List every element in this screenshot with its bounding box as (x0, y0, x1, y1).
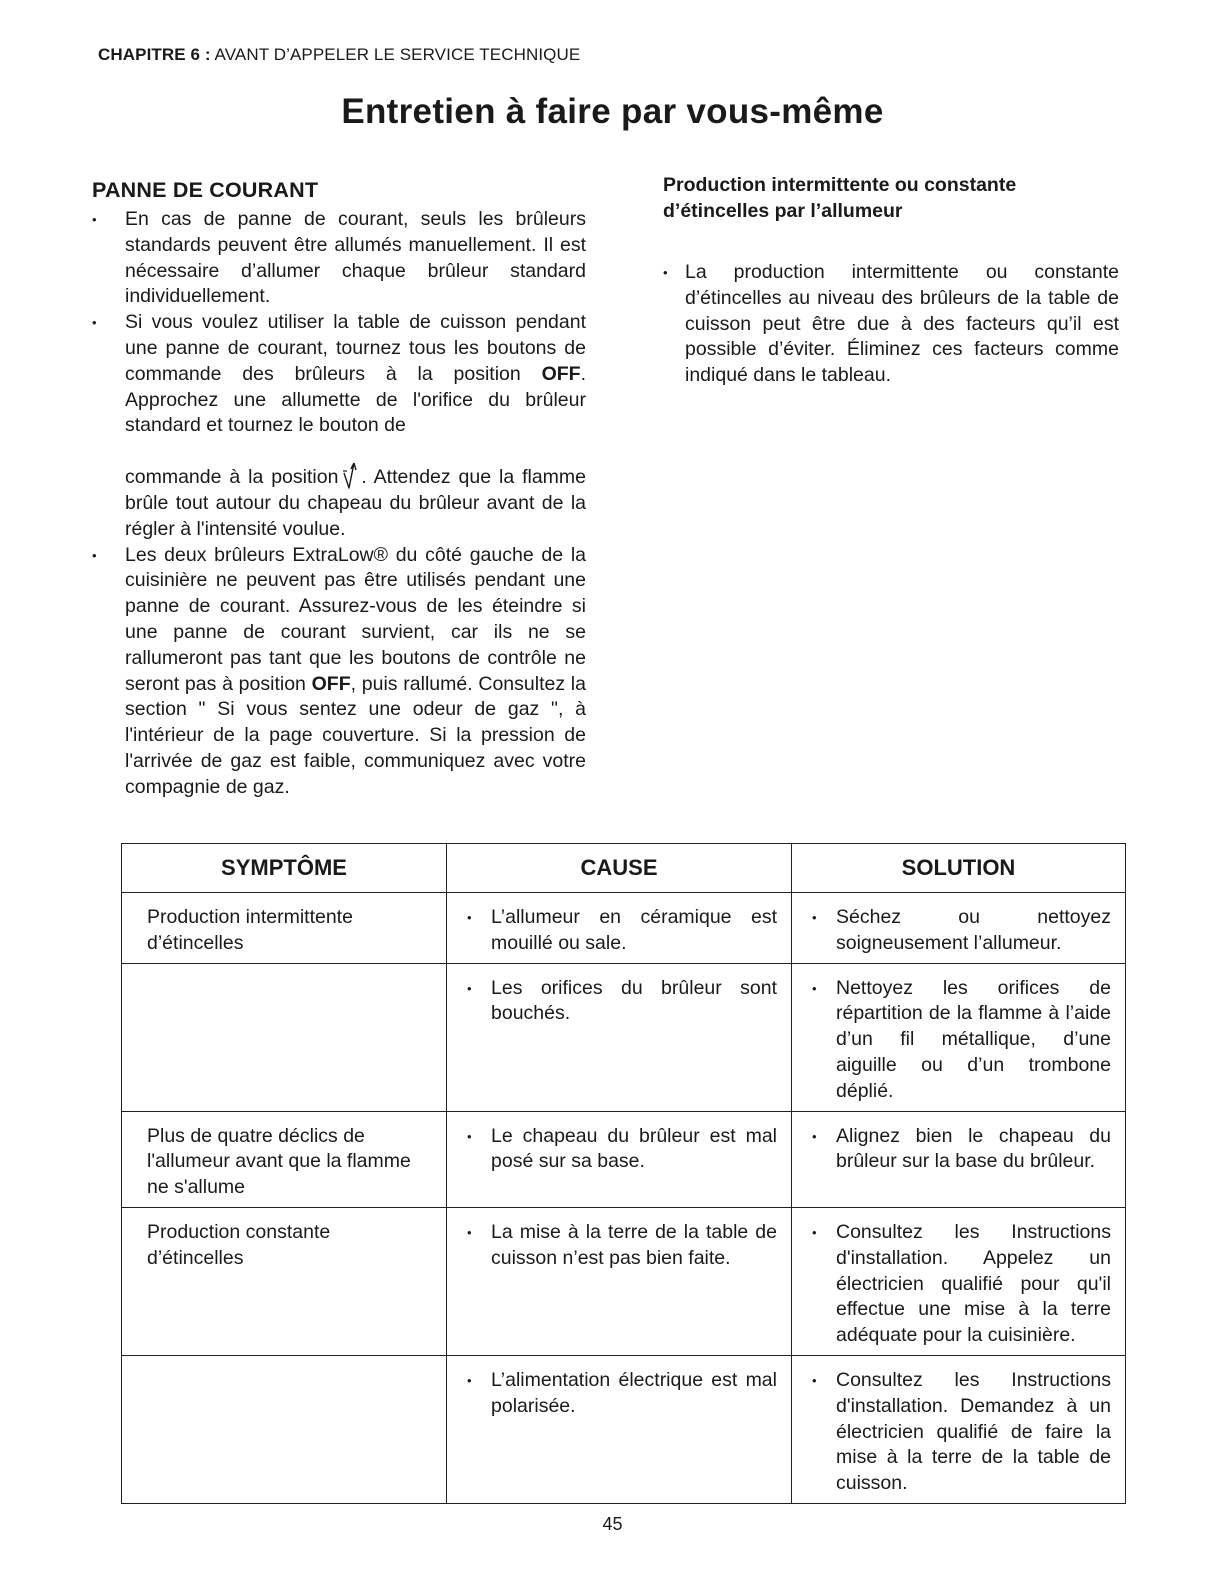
cause-cell: • L’allumeur en céramique est mouillé ou sale. (447, 893, 792, 964)
table-row (122, 893, 1126, 964)
power-outage-bullet-3a: Les deux brûleurs ExtraLow® du côté gauche de la cuisinière ne peuvent pas être utilisés pendant une panne de courant. Assurez-vous de les éteindre si une panne de courant survient, car ils ne se rallumeront pas tant que les boutons de contrôle ne seront pas à position (125, 543, 586, 695)
cause-header: CAUSE (447, 844, 792, 893)
cause-cell: • Le chapeau du brûleur est mal posé sur sa base. (447, 1111, 792, 1207)
power-outage-bullet-2b: . Approchez une allumette de l'orifice du brûleur standard et tournez le bouton de (125, 362, 586, 437)
troubleshooting-table (121, 843, 1126, 1504)
list-item (92, 310, 586, 542)
table-row (122, 1355, 1126, 1503)
power-outage-list (92, 207, 586, 801)
power-outage-bullet-2a: Si vous voulez utiliser la table de cuisson pendant une panne de courant, tournez tous les boutons de commande des brûleurs à la position (125, 311, 586, 385)
solution-cell: • Nettoyez les orifices de répartition de la flamme à l’aide d’un fil métallique, d’une aiguille ou d’un trombone déplié. (792, 963, 1126, 1111)
cause-cell: • La mise à la terre de la table de cuisson n’est pas bien faite. (447, 1207, 792, 1355)
chapter-title: AVANT D’APPELER LE SERVICE TECHNIQUE (210, 45, 581, 64)
list-item (663, 260, 1119, 389)
symptom-cell (122, 1355, 447, 1503)
chapter-label: CHAPITRE 6 : (98, 45, 211, 64)
off-keyword: OFF (541, 362, 581, 385)
list-item (92, 543, 586, 801)
table-row (122, 963, 1126, 1111)
table-row (122, 1207, 1126, 1355)
cause-cell: • Les orifices du brûleur sont bouchés. (447, 963, 792, 1111)
cause-cell: • L’alimentation électrique est mal polarisée. (447, 1355, 792, 1503)
chapter-header (98, 45, 580, 65)
sparking-list (663, 260, 1119, 389)
off-keyword: OFF (311, 672, 351, 695)
table-row (122, 1111, 1126, 1207)
symptom-cell (122, 963, 447, 1111)
power-outage-bullet-3b: , puis rallumé. Consultez la section " Si vous sentez une odeur de gaz ", à l'intérieur de la page couverture. Si la pression de l'arrivée de gaz est faible, communiquez avec votre compagnie de gaz. (125, 672, 586, 798)
power-outage-bullet-2c: commande à la position (125, 466, 339, 489)
sparking-heading: Production intermittente ou constante d’étincelles par l’allumeur (663, 174, 1017, 222)
sparking-section (663, 172, 1119, 389)
power-outage-bullet-2d: . Attendez que la flamme brûle tout autour du chapeau du brûleur avant de la régler à l'intensité voulue. (125, 466, 587, 540)
solution-cell: • Alignez bien le chapeau du brûleur sur la base du brûleur. (792, 1111, 1126, 1207)
symptom-cell: Production constante d’étincelles (122, 1207, 447, 1355)
solution-cell: • Consultez les Instructions d'installation. Appelez un électricien qualifié pour qu'il effectue une mise à la terre adéquate pour la cuisinière. (792, 1207, 1126, 1355)
list-item (92, 207, 586, 310)
solution-header: SOLUTION (792, 844, 1126, 893)
symptom-cell: Plus de quatre déclics de l'allumeur avant que la flamme ne s'allume (122, 1111, 447, 1207)
page-number: 45 (602, 1514, 623, 1534)
solution-cell: • Séchez ou nettoyez soigneusement l’allumeur. (792, 893, 1126, 964)
symptom-header: SYMPTÔME (122, 844, 447, 893)
solution-cell: • Consultez les Instructions d'installation. Demandez à un électricien qualifié de faire la mise à la terre de la table de cuisson. (792, 1355, 1126, 1503)
ignite-position-icon (340, 459, 360, 489)
symptom-cell: Production intermittente d’étincelles (122, 893, 447, 964)
power-outage-heading: PANNE DE COURANT (92, 178, 319, 202)
sparking-bullet-1: La production intermittente ou constante d’étincelles au niveau des brûleurs de la table de cuisson peut être due à des facteurs qu’il est possible d’éviter. Éliminez ces facteurs comme indiqué dans le tableau. (685, 261, 1119, 387)
page-title: Entretien à faire par vous-même (341, 92, 884, 131)
table-header-row (122, 844, 1126, 893)
power-outage-bullet-1: En cas de panne de courant, seuls les brûleurs standards peuvent être allumés manuellement. Il est nécessaire d’allumer chaque brûleur standard individuellement. (125, 208, 586, 308)
power-outage-section (92, 178, 586, 801)
